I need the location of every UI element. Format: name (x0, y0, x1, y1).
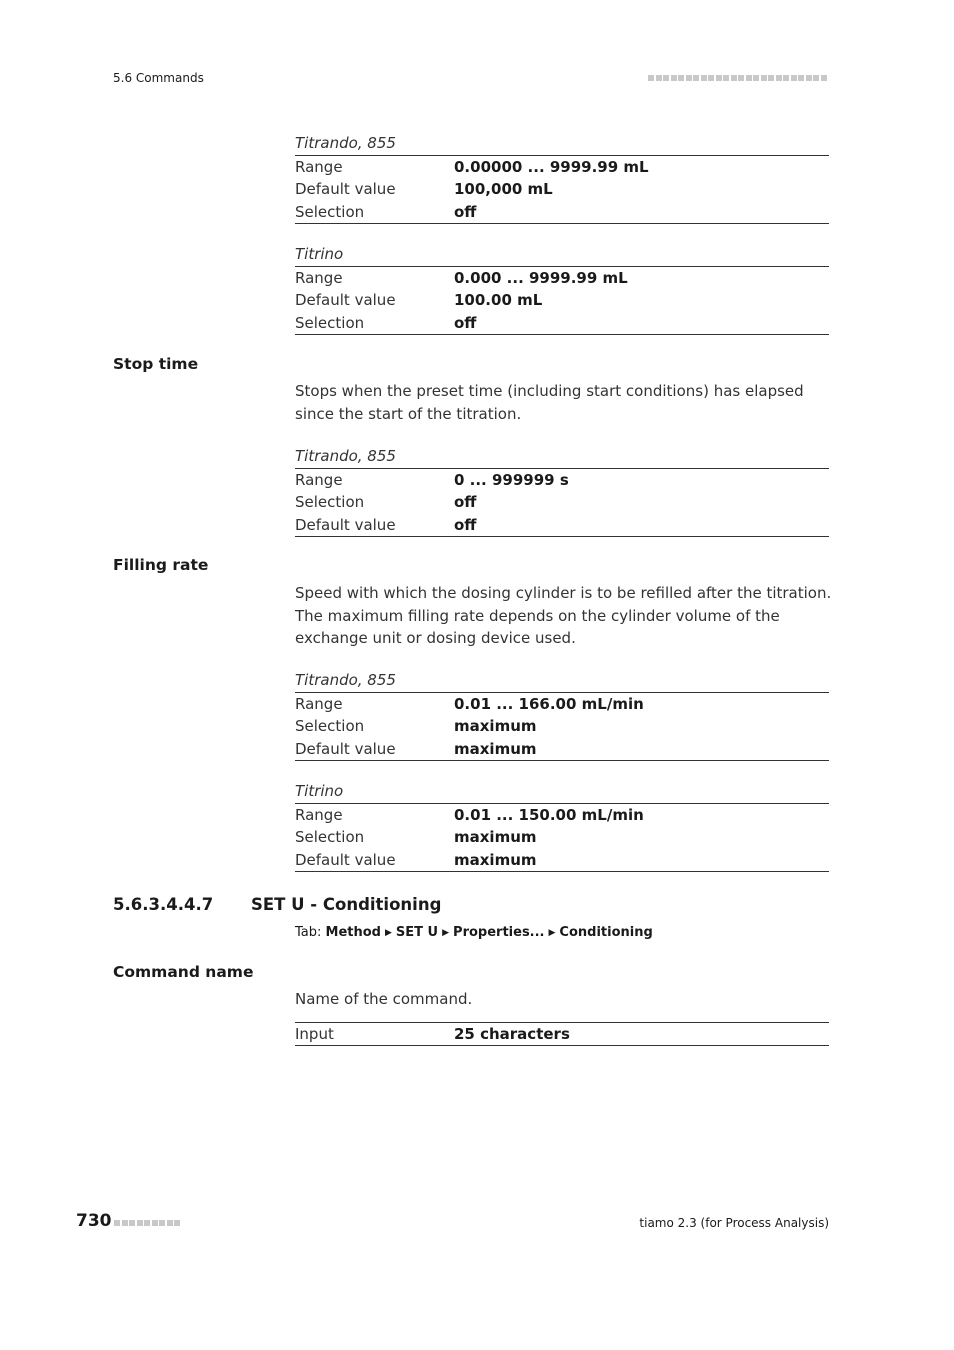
row-key: Selection (295, 828, 365, 847)
row-value: maximum (454, 828, 537, 847)
table-row (295, 1023, 829, 1046)
table-caption: Titrando, 855 (295, 131, 829, 156)
row-key: Selection (295, 493, 365, 512)
row-value: maximum (454, 717, 537, 736)
row-key: Default value (295, 850, 396, 869)
tab-prefix: Tab: (295, 925, 322, 940)
row-value: maximum (454, 850, 537, 869)
page-number: 730 (76, 1211, 112, 1231)
section-title: SET U - Conditioning (251, 895, 442, 914)
row-value: 0.01 ... 150.00 mL/min (454, 806, 644, 824)
table-row (295, 312, 829, 335)
tab-path-item: SET U (395, 925, 439, 940)
param-table-titrando-volume (295, 131, 829, 224)
row-key: Default value (295, 291, 396, 310)
table-row (295, 289, 829, 311)
table-row (295, 491, 829, 513)
table-row (295, 178, 829, 200)
command-name-heading: Command name (113, 963, 254, 981)
filling-rate-description: Speed with which the dosing cylinder is to be refilled after the titration. The maximum filling rate depends on the cylinder volume of the exchange unit or dosing device used. (295, 584, 832, 647)
table-row (295, 849, 829, 872)
row-key: Selection (295, 202, 365, 221)
row-key: Range (295, 471, 343, 489)
row-key: Selection (295, 717, 365, 736)
running-header-section: 5.6 Commands (113, 71, 204, 85)
row-value: off (454, 202, 477, 221)
table-row (295, 267, 829, 289)
table-row (295, 469, 829, 491)
row-value: maximum (454, 739, 537, 758)
stop-time-heading: Stop time (113, 355, 199, 373)
header-decoration (648, 75, 827, 81)
param-table-command-name (295, 1022, 829, 1046)
table-row (295, 826, 829, 848)
table-caption: Titrando, 855 (295, 444, 829, 469)
tab-path-item: Properties... (453, 925, 545, 940)
row-key: Input (295, 1025, 334, 1043)
tab-path-item: Conditioning (559, 925, 653, 940)
table-row (295, 693, 829, 715)
table-row (295, 738, 829, 761)
row-value: off (454, 493, 477, 512)
row-key: Selection (295, 313, 365, 332)
table-row (295, 201, 829, 224)
row-value: off (454, 515, 477, 534)
row-value: 100,000 mL (454, 180, 553, 199)
table-caption: Titrino (295, 779, 829, 804)
row-value: 0.01 ... 166.00 mL/min (454, 695, 644, 713)
footer-decoration (114, 1220, 180, 1226)
stop-time-description: Stops when the preset time (including start conditions) has elapsed since the start of the titration. (295, 382, 804, 423)
table-caption: Titrino (295, 242, 829, 267)
row-value: 0.000 ... 9999.99 mL (454, 269, 628, 287)
row-value: 25 characters (454, 1025, 570, 1043)
table-row (295, 514, 829, 537)
row-value: 0 ... 999999 s (454, 471, 569, 489)
row-key: Default value (295, 739, 396, 758)
section-number: 5.6.3.4.4.7 (113, 895, 214, 914)
table-caption: Titrando, 855 (295, 668, 829, 693)
tab-path-item: Method (325, 925, 381, 940)
row-key: Range (295, 158, 343, 176)
row-key: Default value (295, 515, 396, 534)
footer-product: tiamo 2.3 (for Process Analysis) (639, 1216, 829, 1230)
row-key: Range (295, 269, 343, 287)
row-key: Default value (295, 180, 396, 199)
table-row (295, 156, 829, 178)
row-key: Range (295, 806, 343, 824)
param-table-titrino-volume (295, 242, 829, 335)
param-table-stop-time (295, 444, 829, 537)
row-value: 0.00000 ... 9999.99 mL (454, 158, 649, 176)
param-table-filling-rate-titrando (295, 668, 829, 761)
filling-rate-heading: Filling rate (113, 556, 209, 574)
row-value: off (454, 313, 477, 332)
param-table-filling-rate-titrino (295, 779, 829, 872)
table-row (295, 804, 829, 826)
row-value: 100.00 mL (454, 291, 543, 310)
triangle-right-icon: ▶ (548, 928, 556, 938)
row-key: Range (295, 695, 343, 713)
table-row (295, 715, 829, 737)
command-name-description: Name of the command. (295, 990, 473, 1008)
triangle-right-icon: ▶ (442, 928, 450, 938)
triangle-right-icon: ▶ (385, 928, 392, 938)
tab-path (295, 925, 653, 940)
